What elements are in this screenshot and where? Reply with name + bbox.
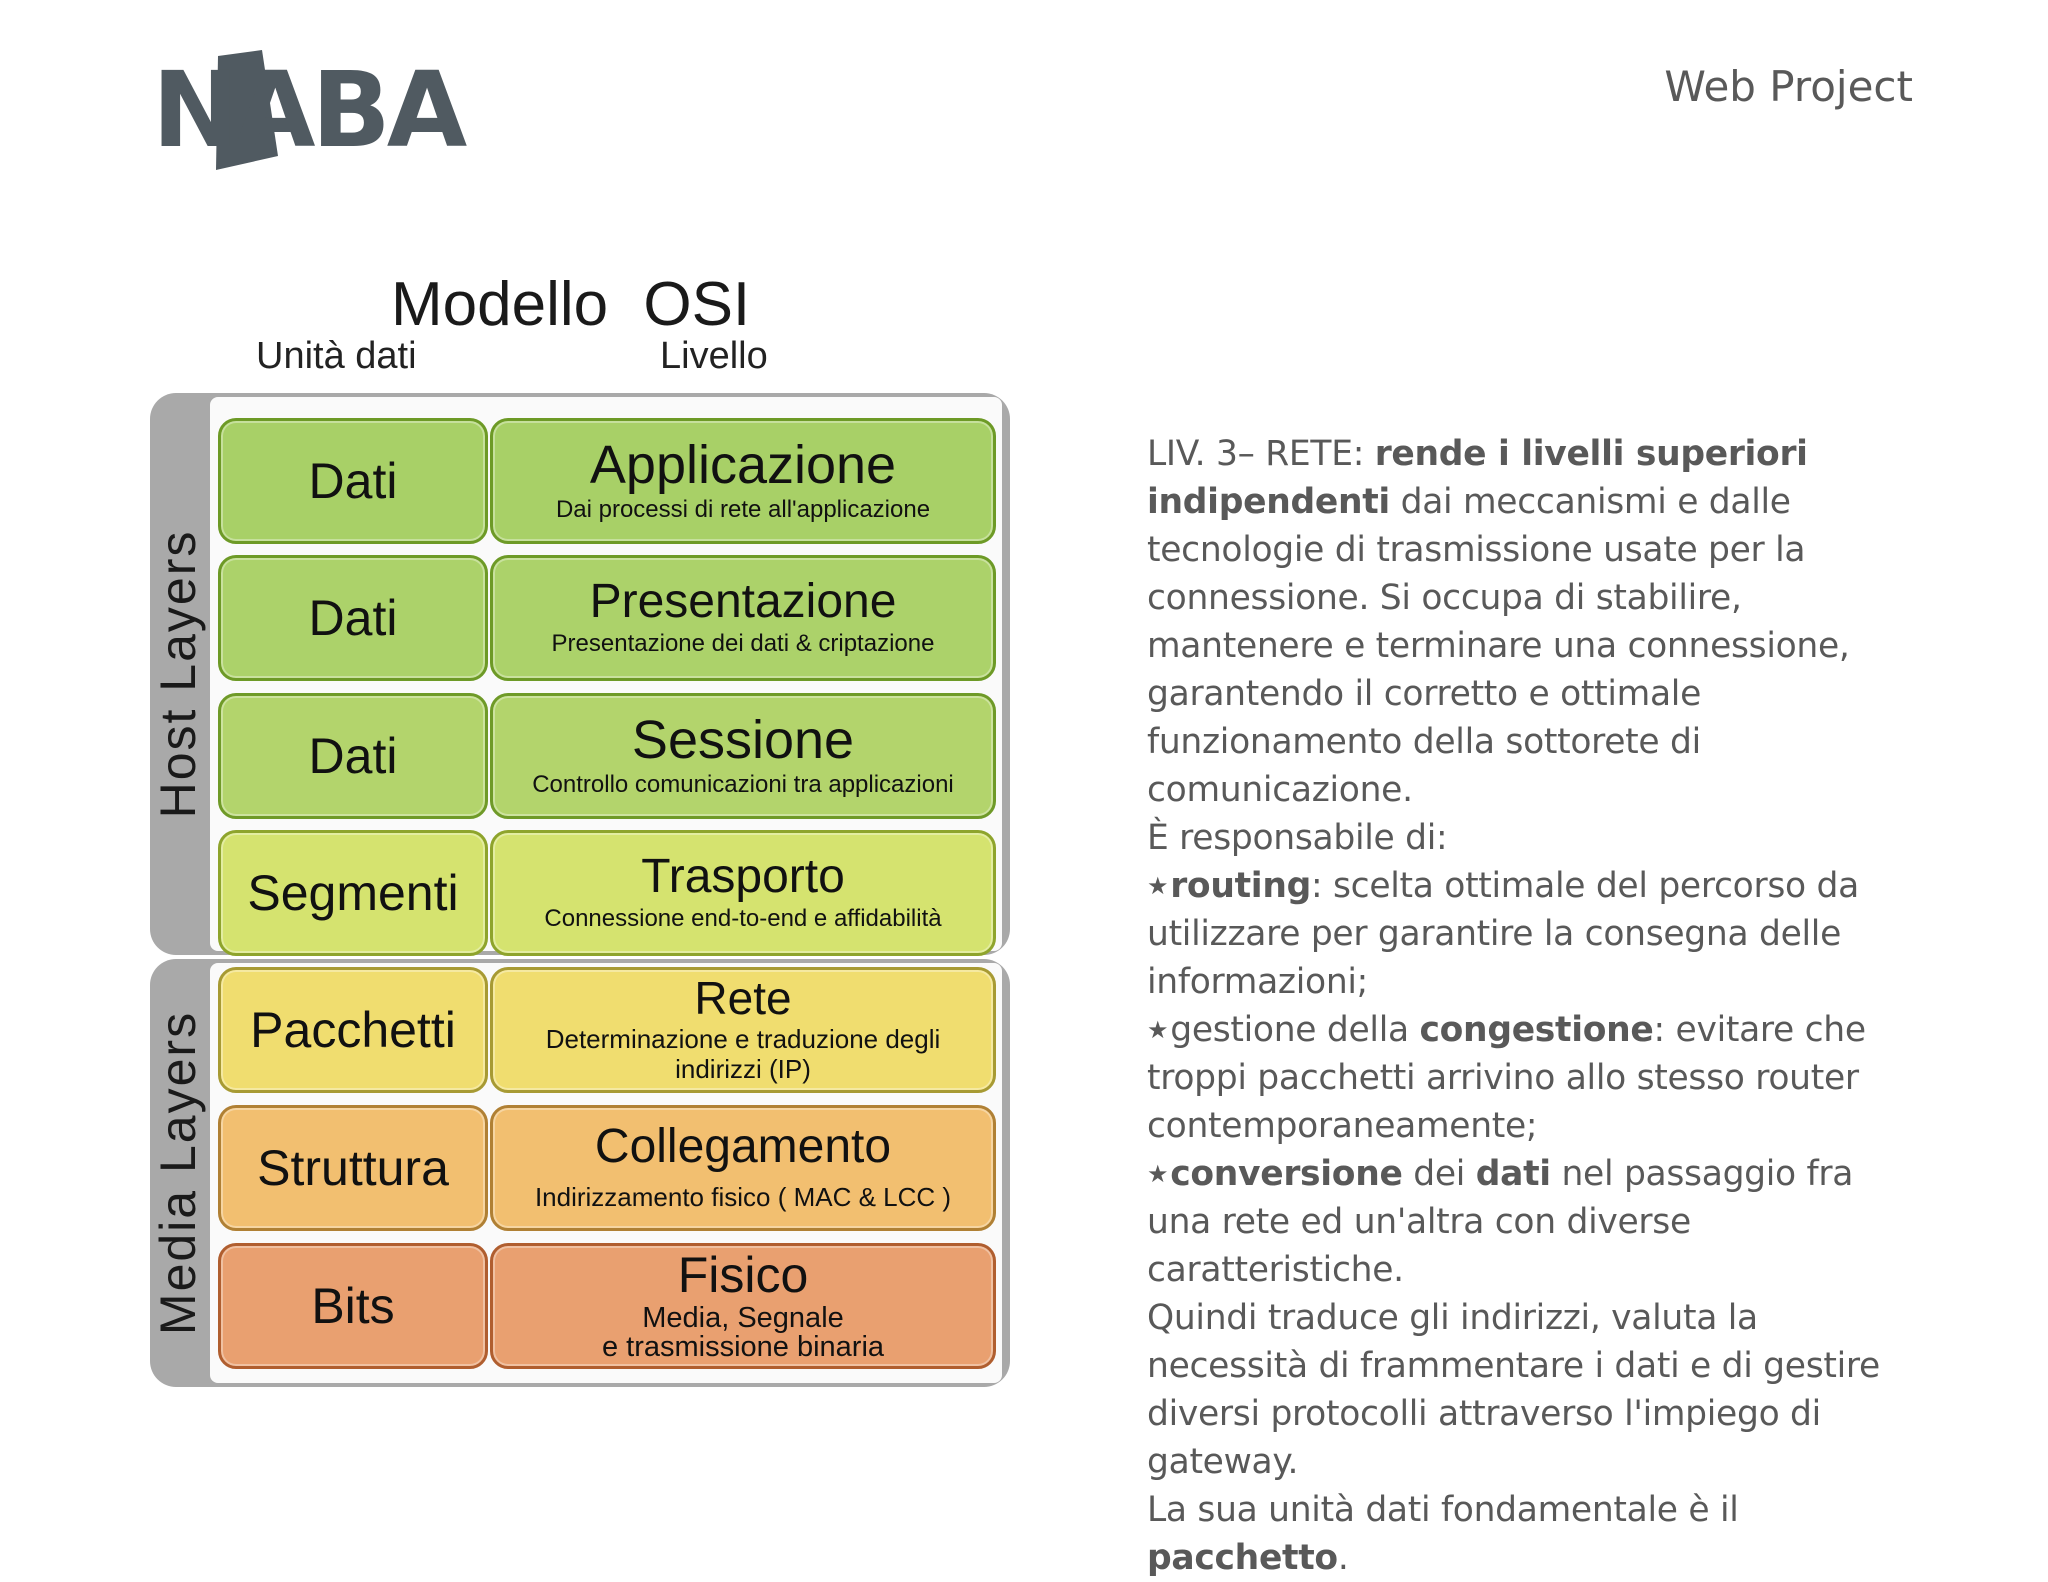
layer-desc: Controllo comunicazioni tra applicazioni xyxy=(532,771,954,799)
bullet-text: gestione della xyxy=(1170,1010,1420,1050)
layer-desc: Connessione end-to-end e affidabilità xyxy=(544,905,942,933)
layer-row-rete xyxy=(218,967,996,1093)
bullet-text: nel passaggio fra una rete ed un'altra con diverse caratteristiche. xyxy=(1147,1154,1854,1290)
star-icon: ★ xyxy=(1147,1016,1169,1044)
bold-phrase: conversione xyxy=(1170,1154,1403,1194)
bullet-routing xyxy=(1147,862,1927,1006)
logo-text: NABA xyxy=(152,49,464,171)
description-text xyxy=(1147,430,1927,1582)
layer-desc: Presentazione dei dati & criptazione xyxy=(551,630,935,658)
bold-phrase: rende i livelli superiori indipendenti xyxy=(1147,434,1808,522)
responsibilities-heading: È responsabile di: xyxy=(1147,818,1448,858)
naba-logo xyxy=(150,48,464,173)
layer-cell xyxy=(490,693,996,819)
layer-name: Sessione xyxy=(631,710,855,771)
layer-row-fisico xyxy=(218,1243,996,1369)
layer-row-collegamento xyxy=(218,1105,996,1231)
bullet-conversione xyxy=(1147,1150,1927,1294)
summary-paragraph: Quindi traduce gli indirizzi, valuta la necessità di frammentare i dati e di gestire diversi protocolli attraverso l'impiego di gateway. xyxy=(1147,1298,1880,1482)
unit-cell: Bits xyxy=(218,1243,488,1369)
bullet-text: : evitare che troppi pacchetti arrivino allo stesso router contemporaneamente; xyxy=(1147,1010,1866,1146)
bold-phrase: pacchetto xyxy=(1147,1538,1338,1578)
layer-cell xyxy=(490,555,996,681)
layer-name: Presentazione xyxy=(589,575,897,629)
layer-name: Collegamento xyxy=(594,1120,892,1174)
layer-cell xyxy=(490,1105,996,1231)
unit-cell: Dati xyxy=(218,693,488,819)
level-label: LIV. 3– RETE: xyxy=(1147,434,1375,474)
bullet-congestione xyxy=(1147,1006,1927,1150)
bold-phrase: congestione xyxy=(1419,1010,1654,1050)
unit-cell: Struttura xyxy=(218,1105,488,1231)
layer-cell xyxy=(490,1243,996,1369)
intro-paragraph xyxy=(1147,430,1927,814)
diagram-title: Modello OSI xyxy=(391,270,751,339)
layer-cell xyxy=(490,967,996,1093)
closing-text: La sua unità dati fondamentale è il xyxy=(1147,1490,1739,1530)
bold-phrase: dati xyxy=(1475,1154,1551,1194)
bullet-text: : scelta ottimale del percorso da utilizzare per garantire la consegna delle informazioni; xyxy=(1147,866,1859,1002)
unit-cell: Dati xyxy=(218,555,488,681)
intro-rest: dai meccanismi e dalle tecnologie di trasmissione usate per la connessione. Si occupa di stabilire, mantenere e terminare una connessione, garantendo il corretto e ottimale funzionamento della sottorete di comunicazione. xyxy=(1147,482,1850,810)
media-layers-label: Media Layers xyxy=(150,1010,206,1336)
layer-cell xyxy=(490,418,996,544)
naba-logo-mark xyxy=(150,48,464,173)
bullet-text: dei xyxy=(1402,1154,1476,1194)
unit-cell: Segmenti xyxy=(218,830,488,956)
layer-column-header: Livello xyxy=(660,335,768,377)
unit-cell: Dati xyxy=(218,418,488,544)
osi-diagram xyxy=(148,255,1018,1395)
layer-name: Fisico xyxy=(677,1247,809,1303)
bold-phrase: routing xyxy=(1170,866,1311,906)
host-layers-label: Host Layers xyxy=(150,529,206,819)
layer-row-sessione xyxy=(218,693,996,819)
unit-column-header: Unità dati xyxy=(256,335,417,377)
layer-desc: Determinazione e traduzione degli indirizzi (IP) xyxy=(545,1024,941,1084)
layer-cell xyxy=(490,830,996,956)
star-icon: ★ xyxy=(1147,872,1169,900)
layer-row-trasporto xyxy=(218,830,996,956)
layer-desc: Indirizzamento fisico ( MAC & LCC ) xyxy=(534,1182,952,1213)
layer-row-presentazione xyxy=(218,555,996,681)
closing-punct: . xyxy=(1337,1538,1349,1578)
closing-paragraph xyxy=(1147,1486,1927,1582)
layer-name: Rete xyxy=(694,972,792,1025)
layer-desc-line2: e trasmissione binaria xyxy=(601,1331,885,1363)
layer-desc-line1: Media, Segnale xyxy=(642,1302,844,1334)
layer-row-applicazione xyxy=(218,418,996,544)
layer-desc: Dai processi di rete all'applicazione xyxy=(555,496,931,524)
layer-name: Trasporto xyxy=(641,850,845,904)
star-icon: ★ xyxy=(1147,1160,1169,1188)
page-title: Web Project xyxy=(1664,62,1913,111)
unit-cell: Pacchetti xyxy=(218,967,488,1093)
layer-name: Applicazione xyxy=(589,435,897,496)
